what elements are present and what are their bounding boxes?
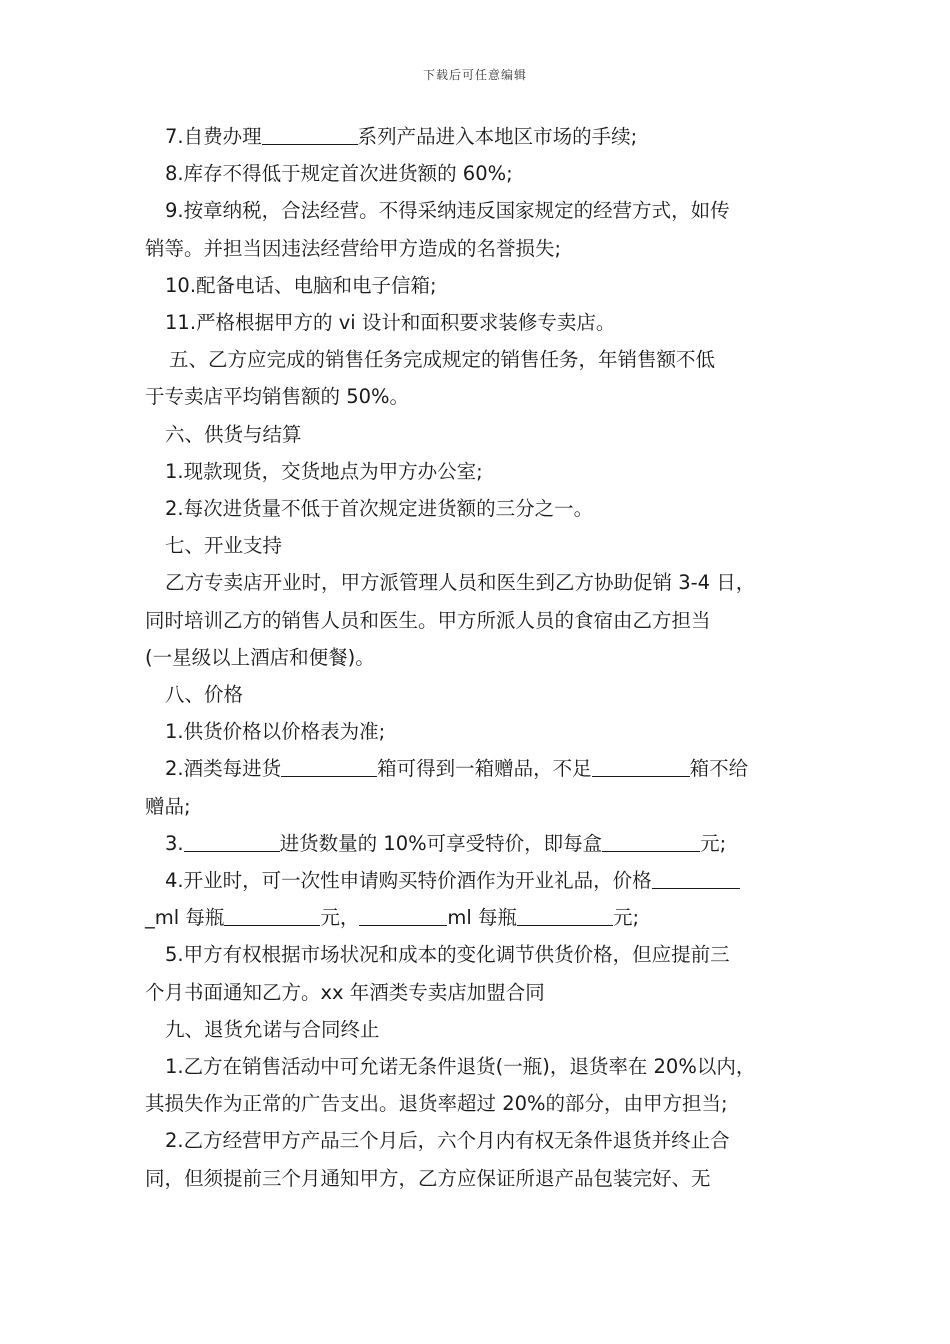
blank-field xyxy=(652,868,740,889)
line-text: 2.酒类每进货 xyxy=(165,757,282,781)
paragraph-line: 个月书面通知乙方。xx 年酒类专卖店加盟合同 xyxy=(145,980,545,1004)
paragraph-line: 1.乙方在销售活动中可允诺无条件退货(一瓶)，退货率在 20%以内， xyxy=(165,1055,756,1079)
line-text: 元， xyxy=(320,906,360,930)
blank-field xyxy=(517,905,613,926)
paragraph-line: 5.甲方有权根据市场状况和成本的变化调节供货价格，但应提前三 xyxy=(165,943,730,967)
line-text: 3. xyxy=(165,831,184,855)
section-heading: 九、退货允诺与合同终止 xyxy=(165,1017,380,1041)
paragraph-line xyxy=(145,862,813,899)
page-header: 下载后可任意编辑 xyxy=(422,68,527,82)
paragraph-line: 五、乙方应完成的销售任务完成规定的销售任务，年销售额不低 xyxy=(169,348,716,372)
blank-field xyxy=(602,831,700,852)
paragraph-line: 乙方专卖店开业时，甲方派管理人员和医生到乙方协助促销 3-4 日， xyxy=(165,571,756,595)
line-text: 箱可得到一箱赠品，不足 xyxy=(377,757,592,781)
blank-field xyxy=(592,756,690,777)
paragraph-line: 2.乙方经营甲方产品三个月后，六个月内有权无条件退货并终止合 xyxy=(165,1129,730,1153)
line-text: _ml 每瓶 xyxy=(145,906,225,930)
document-body xyxy=(145,118,813,1197)
line-text: 系列产品进入本地区市场的手续; xyxy=(357,125,638,148)
blank-field xyxy=(262,124,358,145)
paragraph-line xyxy=(145,825,813,862)
paragraph-line: 1.现款现货，交货地点为甲方办公室; xyxy=(165,459,483,483)
paragraph-line: 赠品; xyxy=(145,794,191,818)
section-heading: 六、供货与结算 xyxy=(165,422,302,446)
section-heading: 八、价格 xyxy=(165,683,244,707)
paragraph-line: 同时培训乙方的销售人员和医生。甲方所派人员的食宿由乙方担当 xyxy=(145,608,711,632)
paragraph-line: 同，但须提前三个月通知甲方，乙方应保证所退产品包装完好、无 xyxy=(145,1166,711,1190)
line-text: 元; xyxy=(613,906,640,930)
line-text: 7.自费办理 xyxy=(165,125,262,148)
line-text: ml 每瓶 xyxy=(447,906,518,930)
paragraph-line: 于专卖店平均销售额的 50%。 xyxy=(145,385,410,409)
blank-field xyxy=(359,905,447,926)
paragraph-line: 2.每次进货量不低于首次规定进货额的三分之一。 xyxy=(165,497,594,521)
paragraph-line: 8.库存不得低于规定首次进货额的 60%; xyxy=(165,162,513,186)
paragraph-line xyxy=(145,750,813,787)
paragraph-line: 其损失作为正常的广告支出。退货率超过 20%的部分，由甲方担当; xyxy=(145,1092,728,1116)
paragraph-line: 10.配备电话、电脑和电子信箱; xyxy=(165,273,437,297)
paragraph-line: 9.按章纳税，合法经营。不得采纳违反国家规定的经营方式，如传 xyxy=(165,199,730,223)
paragraph-line: (一星级以上酒店和便餐)。 xyxy=(145,645,375,669)
blank-field xyxy=(281,756,377,777)
line-text: 4.开业时，可一次性申请购买特价酒作为开业礼品，价格 xyxy=(165,869,652,893)
line-text: 进货数量的 10%可享受特价，即每盒 xyxy=(279,831,603,855)
line-text: 元; xyxy=(700,831,727,855)
section-heading: 七、开业支持 xyxy=(165,534,283,558)
blank-field xyxy=(184,831,280,852)
paragraph-line: 1.供货价格以价格表为准; xyxy=(165,720,386,744)
paragraph-line: 11.严格根据甲方的 vi 设计和面积要求装修专卖店。 xyxy=(165,311,616,335)
paragraph-line: 销等。并担当因违法经营给甲方造成的名誉损失; xyxy=(145,236,562,260)
line-text: 箱不给 xyxy=(689,757,749,781)
paragraph-line xyxy=(145,899,813,936)
blank-field xyxy=(224,905,320,926)
paragraph-line xyxy=(145,118,813,155)
